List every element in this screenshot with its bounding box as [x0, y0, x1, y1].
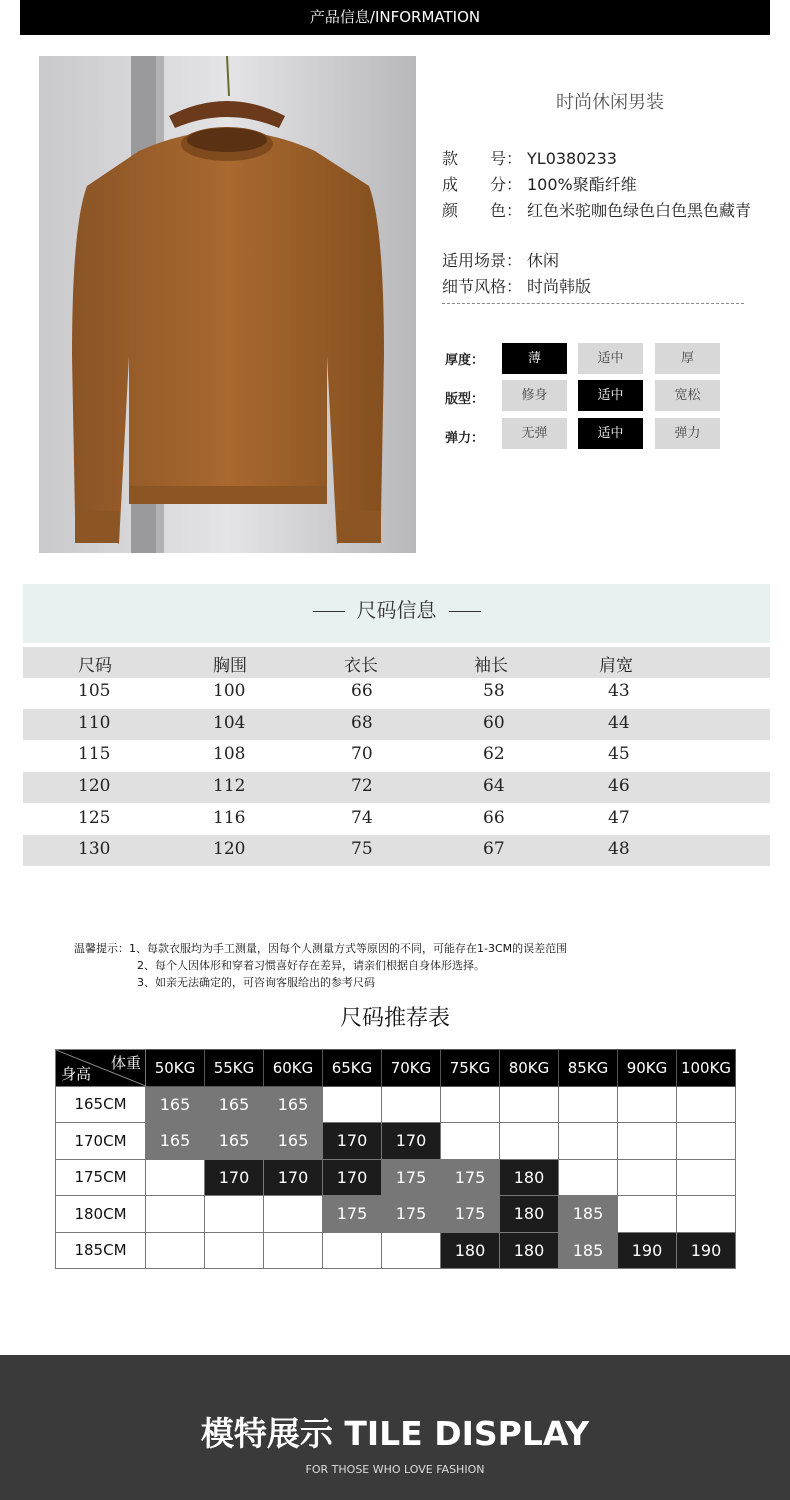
- attr-label-stretch: 弹力：: [445, 431, 485, 446]
- note-line: 3、如亲无法确定的，可咨询客服给出的参考尺码: [137, 976, 375, 989]
- size-cell: [264, 1232, 323, 1269]
- size-cell: [146, 1232, 205, 1269]
- attr-option: 适中: [578, 343, 643, 374]
- size-cell: 180: [500, 1196, 559, 1233]
- footer-title: 模特展示 TILE DISPLAY: [200, 1414, 590, 1453]
- size-cell: 190: [677, 1232, 736, 1269]
- height-axis-label: 身高: [61, 1064, 92, 1083]
- size-cell: [618, 1086, 677, 1123]
- weight-axis-label: 体重: [110, 1054, 141, 1072]
- height-header: 180CM: [56, 1196, 146, 1233]
- table-row: 125 116 74 66 47: [78, 808, 630, 828]
- size-table-header: [23, 647, 770, 678]
- table-row: [56, 1123, 736, 1160]
- weight-header: 85KG: [559, 1050, 618, 1087]
- size-recommendation-table: [55, 1049, 736, 1269]
- attr-option: 修身: [502, 380, 567, 411]
- divider: [442, 303, 744, 304]
- footer-subtitle: FOR THOSE WHO LOVE FASHION: [305, 1463, 485, 1476]
- table-header-row: [56, 1050, 736, 1087]
- size-cell: [264, 1196, 323, 1233]
- column-header: 衣长: [344, 656, 378, 676]
- size-cell: [677, 1086, 736, 1123]
- size-cell: 170: [323, 1123, 382, 1160]
- size-cell: [618, 1159, 677, 1196]
- size-cell: 180: [500, 1232, 559, 1269]
- attr-label-thickness: 厚度：: [445, 353, 485, 368]
- size-cell: 190: [618, 1232, 677, 1269]
- size-cell: [382, 1086, 441, 1123]
- column-header: 肩宽: [599, 656, 633, 676]
- product-name: 时尚休闲男装: [556, 92, 664, 113]
- measurement-notes: [74, 940, 567, 991]
- table-row: [56, 1159, 736, 1196]
- column-header: 胸围: [213, 656, 247, 676]
- weight-header: 50KG: [146, 1050, 205, 1087]
- size-info-header: [23, 584, 770, 643]
- height-header: 185CM: [56, 1232, 146, 1269]
- size-info-title: 尺码信息: [356, 598, 437, 622]
- column-header: 尺码: [78, 656, 112, 676]
- table-row: 115 108 70 62 45: [78, 744, 630, 764]
- size-cell: [382, 1232, 441, 1269]
- size-cell: 180: [500, 1159, 559, 1196]
- product-image: [39, 56, 416, 553]
- height-header: 175CM: [56, 1159, 146, 1196]
- corner-cell: [56, 1050, 146, 1087]
- weight-header: 65KG: [323, 1050, 382, 1087]
- size-cell: 165: [146, 1123, 205, 1160]
- size-cell: [500, 1086, 559, 1123]
- size-cell: [205, 1196, 264, 1233]
- size-cell: [323, 1086, 382, 1123]
- size-cell: [205, 1232, 264, 1269]
- table-row: 105 100 66 58 43: [78, 681, 630, 701]
- size-cell: 170: [323, 1159, 382, 1196]
- size-cell: 165: [146, 1086, 205, 1123]
- info-row-style-no: 款 号： YL0380233: [442, 149, 617, 168]
- size-cell: 180: [441, 1232, 500, 1269]
- info-row-material: 成 分： 100%聚酯纤维: [442, 175, 637, 194]
- size-cell: [677, 1196, 736, 1233]
- size-cell: [677, 1123, 736, 1160]
- size-cell: 170: [264, 1159, 323, 1196]
- size-cell: 175: [382, 1159, 441, 1196]
- weight-header: 70KG: [382, 1050, 441, 1087]
- size-cell: [146, 1159, 205, 1196]
- size-cell: 165: [264, 1123, 323, 1160]
- table-row: 110 104 68 60 44: [23, 709, 770, 740]
- info-row-occasion: 适用场景： 休闲: [442, 251, 560, 270]
- size-cell: [441, 1086, 500, 1123]
- size-cell: [146, 1196, 205, 1233]
- weight-header: 100KG: [677, 1050, 736, 1087]
- size-cell: [677, 1159, 736, 1196]
- table-row: [56, 1196, 736, 1233]
- recommendation-title: 尺码推荐表: [339, 1006, 450, 1031]
- size-cell: 175: [382, 1196, 441, 1233]
- table-row: [56, 1232, 736, 1269]
- table-row: 130 120 75 67 48: [23, 835, 770, 866]
- size-cell: [559, 1159, 618, 1196]
- size-cell: [441, 1123, 500, 1160]
- table-row: 120 112 72 64 46: [23, 772, 770, 803]
- attr-label-fit: 版型：: [445, 392, 485, 407]
- size-cell: 175: [441, 1196, 500, 1233]
- size-cell: [559, 1123, 618, 1160]
- attr-option: 厚: [655, 343, 720, 374]
- size-cell: 175: [323, 1196, 382, 1233]
- size-cell: 185: [559, 1196, 618, 1233]
- size-cell: [323, 1232, 382, 1269]
- size-cell: 165: [205, 1123, 264, 1160]
- size-cell: 170: [382, 1123, 441, 1160]
- height-header: 170CM: [56, 1123, 146, 1160]
- size-cell: [500, 1123, 559, 1160]
- size-cell: 165: [205, 1086, 264, 1123]
- size-cell: 185: [559, 1232, 618, 1269]
- size-cell: 165: [264, 1086, 323, 1123]
- note-line: 2、每个人因体形和穿着习惯喜好存在差异，请亲们根据自身体形选择。: [137, 959, 485, 972]
- size-cell: [618, 1123, 677, 1160]
- attr-option: 弹力: [655, 418, 720, 449]
- weight-header: 90KG: [618, 1050, 677, 1087]
- height-header: 165CM: [56, 1086, 146, 1123]
- attr-option: 无弹: [502, 418, 567, 449]
- size-cell: [559, 1086, 618, 1123]
- attr-option: 适中: [578, 418, 643, 449]
- size-cell: 175: [441, 1159, 500, 1196]
- weight-header: 55KG: [205, 1050, 264, 1087]
- column-header: 袖长: [474, 656, 508, 676]
- size-cell: [618, 1196, 677, 1233]
- attr-option: 薄: [502, 343, 567, 374]
- info-row-style: 细节风格： 时尚韩版: [442, 277, 592, 296]
- info-row-color: 颜 色： 红色米驼咖色绿色白色黑色藏青: [442, 201, 752, 220]
- size-cell: 170: [205, 1159, 264, 1196]
- attr-option: 适中: [578, 380, 643, 411]
- attr-option: 宽松: [655, 380, 720, 411]
- weight-header: 80KG: [500, 1050, 559, 1087]
- section-header-information: 产品信息/INFORMATION: [20, 0, 770, 35]
- weight-header: 75KG: [441, 1050, 500, 1087]
- weight-header: 60KG: [264, 1050, 323, 1087]
- note-line: 温馨提示：1、每款衣服均为手工测量，因每个人测量方式等原因的不同，可能存在1-3CM的误差范围: [74, 942, 568, 955]
- table-row: [56, 1086, 736, 1123]
